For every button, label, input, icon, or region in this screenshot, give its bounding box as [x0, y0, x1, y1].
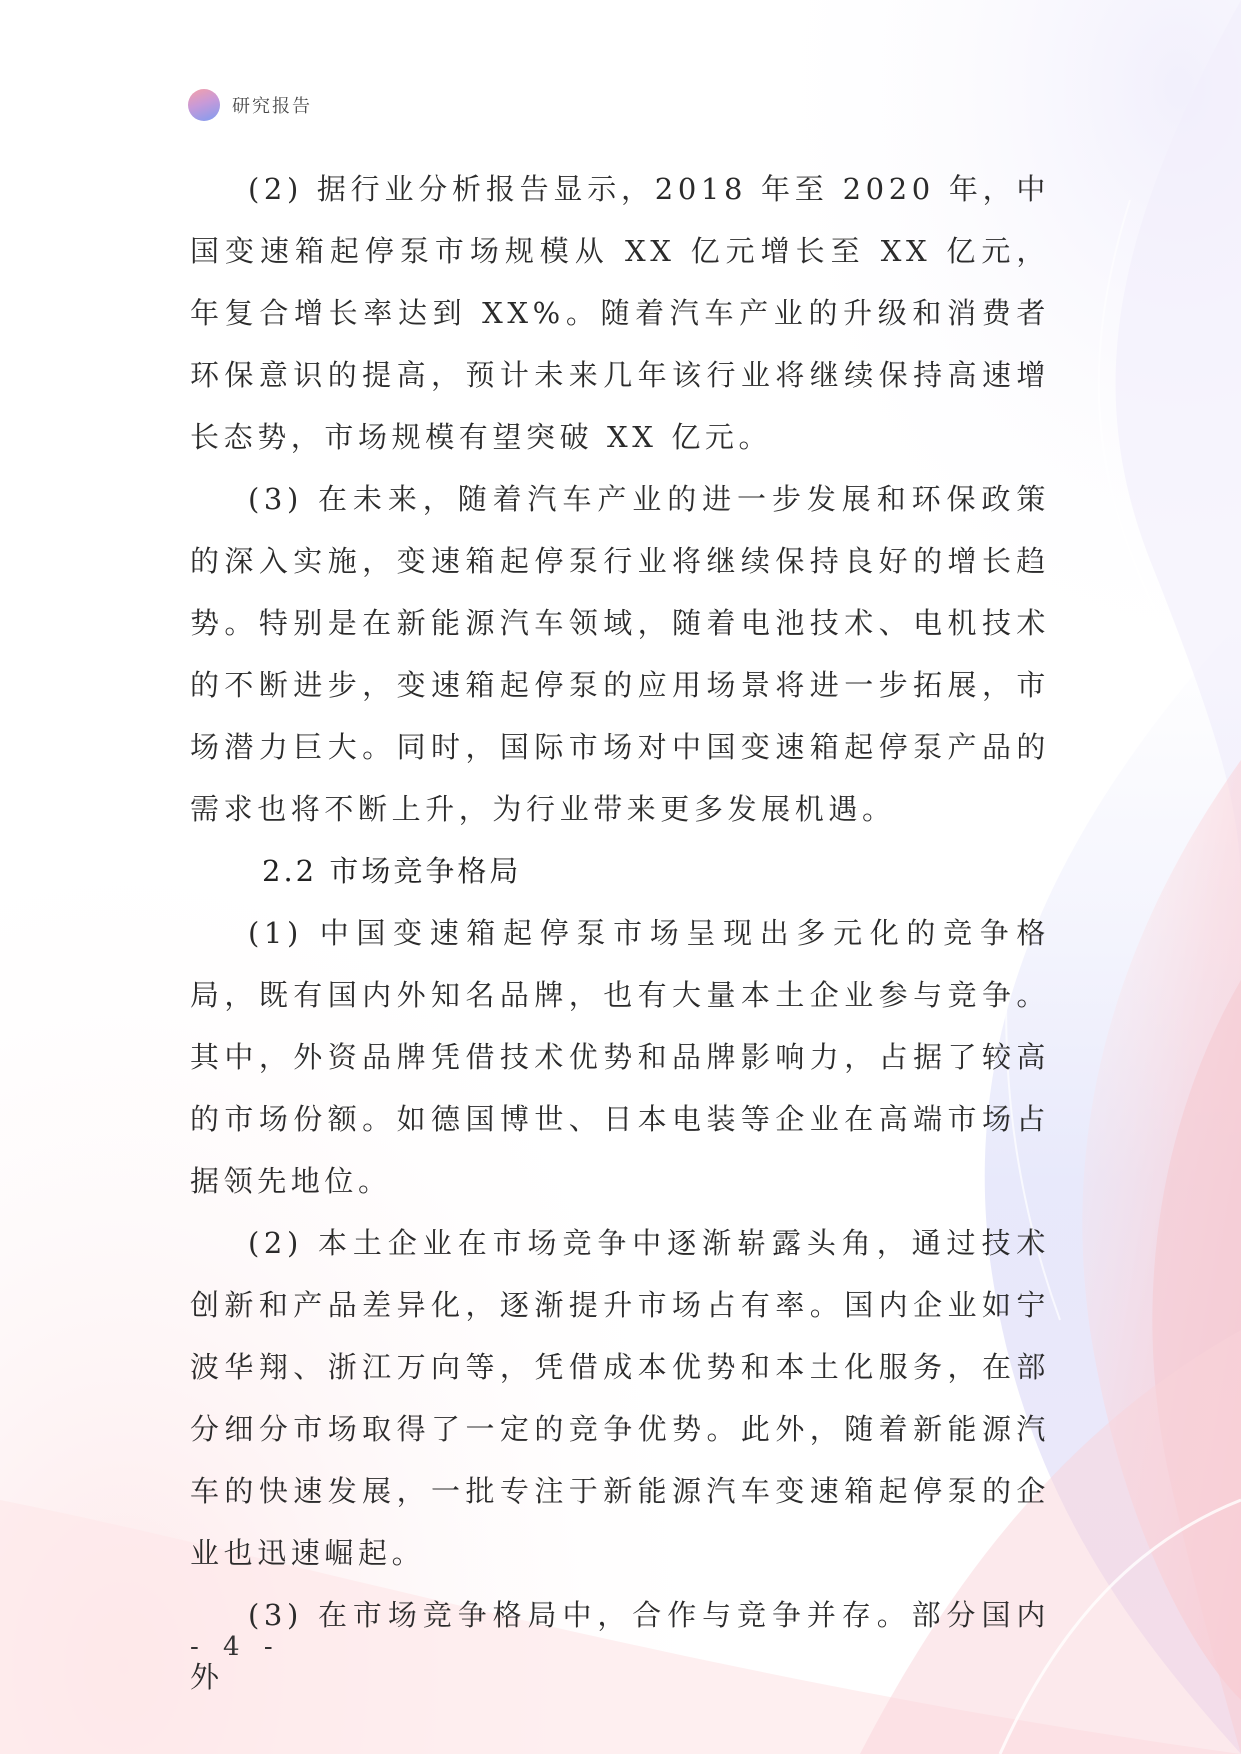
- report-header: [188, 88, 312, 122]
- section-heading: 2.2 市场竞争格局: [262, 854, 522, 888]
- document-body: [190, 158, 1050, 1708]
- paragraph: (2) 据行业分析报告显示，2018 年至 2020 年，中国变速箱起停泵市场规模从 XX 亿元增长至 XX 亿元，年复合增长率达到 XX%。随着汽车产业的升级和消费者环保意识的提高，预计未来几年该行业将继续保持高速增长态势，市场规模有望突破 XX 亿元。: [190, 172, 1050, 454]
- report-logo-icon: [188, 89, 220, 121]
- paragraph: (3) 在市场竞争格局中，合作与竞争并存。部分国内外: [190, 1598, 1050, 1694]
- page-number: - 4 -: [190, 1632, 281, 1662]
- report-header-label: 研究报告: [232, 96, 312, 117]
- paragraph: (3) 在未来，随着汽车产业的进一步发展和环保政策的深入实施，变速箱起停泵行业将继续保持良好的增长趋势。特别是在新能源汽车领域，随着电池技术、电机技术的不断进步，变速箱起停泵的应用场景将进一步拓展，市场潜力巨大。同时，国际市场对中国变速箱起停泵产品的需求也将不断上升，为行业带来更多发展机遇。: [190, 482, 1050, 826]
- paragraph: (1) 中国变速箱起停泵市场呈现出多元化的竞争格局，既有国内外知名品牌，也有大量本土企业参与竞争。其中，外资品牌凭借技术优势和品牌影响力，占据了较高的市场份额。如德国博世、日本电装等企业在高端市场占据领先地位。: [190, 916, 1050, 1198]
- paragraph: (2) 本土企业在市场竞争中逐渐崭露头角，通过技术创新和产品差异化，逐渐提升市场占有率。国内企业如宁波华翔、浙江万向等，凭借成本优势和本土化服务，在部分细分市场取得了一定的竞争优势。此外，随着新能源汽车的快速发展，一批专注于新能源汽车变速箱起停泵的企业也迅速崛起。: [190, 1226, 1050, 1570]
